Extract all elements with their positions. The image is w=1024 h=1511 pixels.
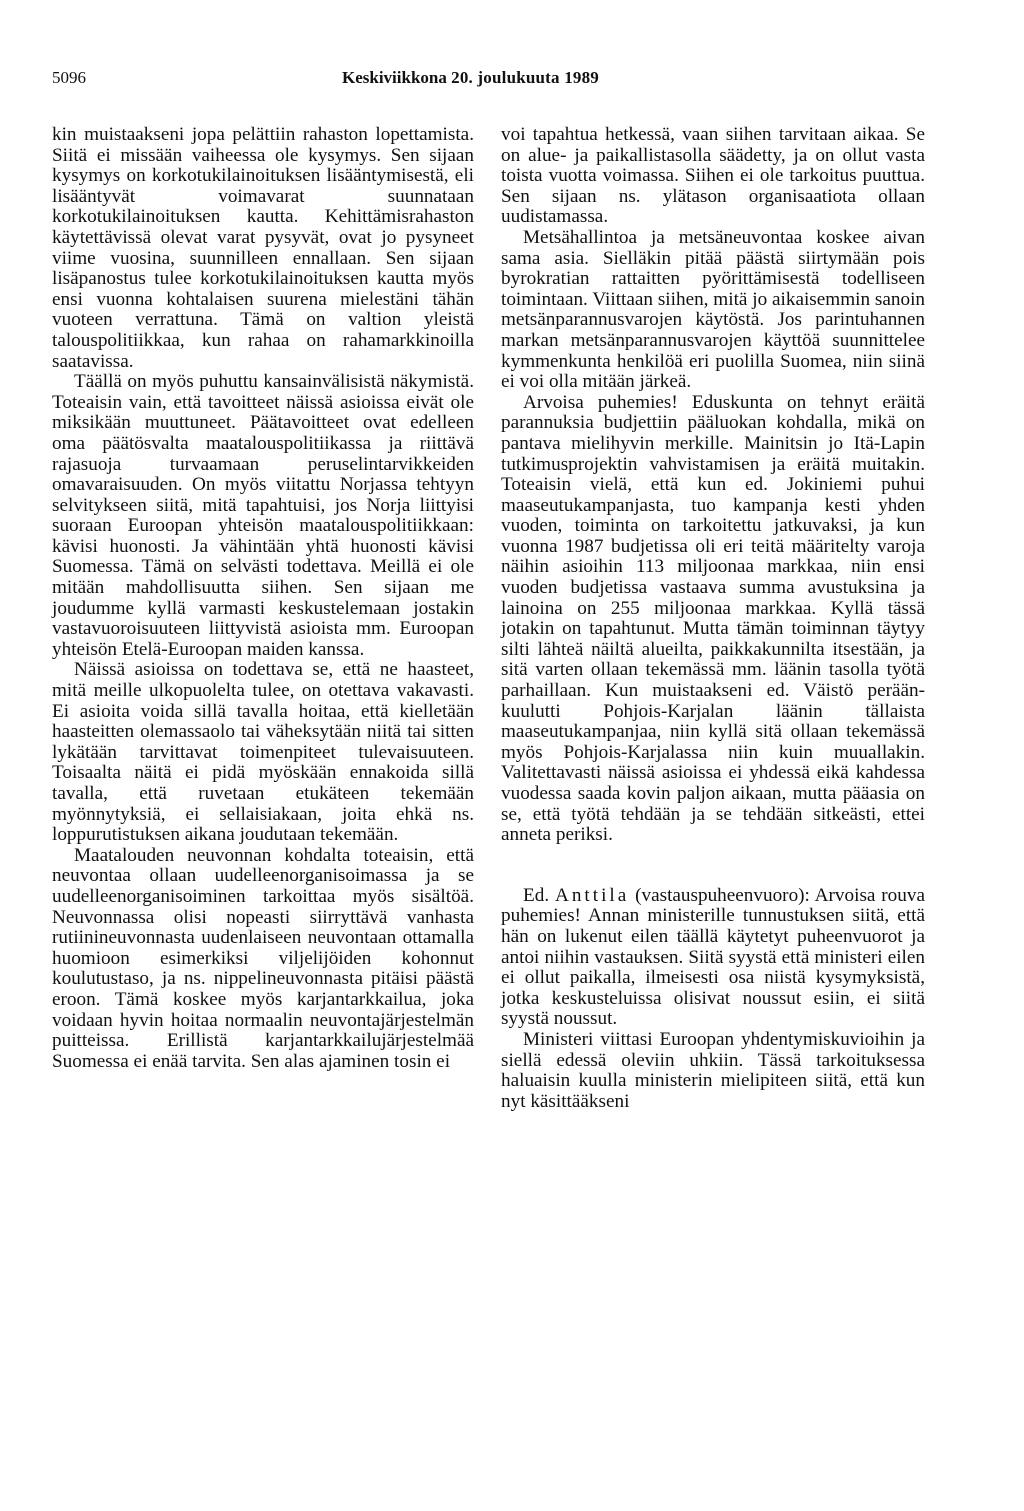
speaker-name: Anttila <box>554 884 630 906</box>
left-paragraph-4: Maatalouden neuvonnan kohdalta toteaisin, että neuvontaa ollaan uudelleenorganisoimassa ja se uudelleenorganisoiminen tarkoittaa myös sisältöä. Neuvonnassa olisi nopeasti siirryttävä vanhasta rutiinineuvonnasta uudenlaiseen neuvontaan ottamalla huomioon esimerkiksi viljelijöiden kohonnut koulutustaso, ja ns. nippelineuvonnasta pitäisi päästä eroon. Tämä koskee myös karjantarkkailua, joka voidaan hyvin hoitaa normaalin neuvontajärjestelmän puitteissa. Erillistä karjantarkkailujärjestelmää Suomessa ei enää tarvita. Sen alas ajaminen tosin ei <box>52 844 474 1072</box>
speech-text: (vastauspuheenvuoro): Arvoisa rouva puhemies! Annan ministerille tunnustuksen siitä, että hän on lukenut eilen täällä käytetyt puheenvuorot ja antoi niihin vastauksen. Siitä syystä että ministeri eilen ei ollut paikalla, ilmeisesti osa niistä kysymyksistä, jotka keskusteluissa olisivat noussut esiin, ei siitä syystä noussut. <box>501 884 925 1030</box>
header-weekday: Keskiviikkona <box>342 68 447 87</box>
running-head <box>342 68 599 88</box>
left-paragraph-3: Näissä asioissa on todettava se, että ne haasteet, mitä meille ulkopuolelta tulee, on otettava vakavasti. Ei asioita voida sillä tavalla hoitaa, että kielletään haasteitten olemassaolo tai väheksytään niitä tai sitten lykätään tarvittavat toimenpiteet tulevaisuuteen. Toisaalta näitä ei pidä myöskään ennakoida sillä tavalla, että ruvetaan etukäteen tekemään myönnytyksiä, ei sellaisiakaan, joita ehkä ns. loppurutistuksen aikana joudutaan tekemään. <box>52 659 474 846</box>
right-paragraph-4 <box>501 886 925 1030</box>
right-paragraph-2: Metsähallintoa ja metsäneuvontaa koskee aivan sama asia. Sielläkin pitää päästä siirtymään pois byrokratian rattaitten pyörittämisestä todelliseen toimintaan. Viittaan siihen, mitä jo aikaisemmin sanoin metsänparannusvarojen käytöstä. Jos parintuhannen markan metsänparannusvarojen käyttöä suunnittelee kymmenkunta henkilöä eri puolilla Suomea, niin siinä ei voi olla mitään järkeä. <box>501 226 925 393</box>
page-number: 5096 <box>52 68 86 87</box>
left-paragraph-1: kin muistaakseni jopa pelättiin rahaston lopettamista. Siitä ei missään vaiheessa ole kysymys. Sen sijaan kysymys on korkotukilainoituksen lisääntymisestä, eli lisääntyvät voimavarat suunnataan korkotukilainoituksen kautta. Kehittämisrahaston käytettävissä olevat varat pysyvät, ovat jo pysyneet viime vuosina, suunnilleen ennallaan. Sen sijaan lisäpanostus tulee korkotukilainoituksen kautta myös ensi vuonna kohtalaisen suurena mielestäni tähän vuoteen verrattuna. Tämä on valtion yleistä talouspolitiikkaa, kun rahaa on rahamarkkinoilla saatavissa. <box>52 124 474 372</box>
left-column <box>52 125 474 1072</box>
page-header <box>52 68 972 94</box>
right-paragraph-5: Ministeri viittasi Euroopan yhdentymiskuvioihin ja siellä edessä oleviin uhkiin. Tässä tarkoituksessa haluaisin kuulla ministerin mielipiteen siitä, että kun nyt käsittääkseni <box>501 1028 925 1112</box>
header-date: 20. joulukuuta 1989 <box>451 68 599 87</box>
right-column <box>501 125 925 1112</box>
right-paragraph-1: voi tapahtua hetkessä, vaan siihen tarvitaan aikaa. Se on alue- ja paikallistasolla säädetty, ja on ollut vasta toista vuotta voimassa. Siihen ei ole tarkoitus puuttua. Sen sijaan ns. ylätason organisaatiota ollaan uudistamassa. <box>501 124 925 228</box>
left-paragraph-2: Täällä on myös puhuttu kansainvälisistä näkymistä. Toteaisin vain, että tavoitteet näissä asioissa eivät ole miksikään muuttuneet. Päätavoitteet ovat edelleen oma päätösvalta maatalouspolitiikassa ja riittävä rajasuoja turvaamaan peruselintarvikkeiden omavaraisuuden. On myös viitattu Norjassa tehtyyn selvitykseen siitä, mitä tapahtuisi, jos Norja liittyisi suoraan Euroopan yhteisön maatalouspolitiikkaan: kävisi huonosti. Ja vähintään yhtä huonosti kävisi Suomessa. Tämä on selvästi todettava. Meillä ei ole mitään mahdollisuutta siihen. Sen sijaan me joudumme kyllä varmasti keskustelemaan jostakin vastavuoroisuuteen liittyvistä asioista mm. Euroopan yhteisön Etelä-Euroopan maiden kanssa. <box>52 371 474 660</box>
speaker-prefix: Ed. <box>523 884 555 906</box>
right-paragraph-3: Arvoisa puhemies! Eduskunta on tehnyt eräitä parannuksia budjettiin pääluokan kohdalla, mikä on pantava mielihyvin merkille. Mainitsin jo Itä-Lapin tutkimusprojektin vahvistamisen ja eräitä muitakin. Toteaisin vielä, että kun ed. Jokiniemi puhui maaseutukampanjasta, tuo kampanja kesti yhden vuoden, toiminta on tarkoitettu jatkuvaksi, ja kun vuonna 1987 budjetissa oli eri teitä määritelty varoja näihin asioihin 113 miljoonaa markkaa, niin ensi vuoden budjetissa vastaava summa avustuksina ja lainoina on 255 miljoonaa markkaa. Kyllä tässä jotakin on tapahtunut. Mutta tämän toiminnan täytyy silti lähteä näiltä alueilta, paikkakunnilta itsestään, ja sitä varten ollaan tekemässä mm. läänin tasolla työtä parhaillaan. Kun muistaakseni ed. Väistö perään-kuulutti Pohjois-Karjalan läänin tällaista maaseutukampanjaa, niin kyllä sitä ollaan tekemässä myös Pohjois-Karjalassa niin kuin muuallakin. Valitettavasti näissä asioissa ei yhdessä eikä kahdessa vuodessa saada kovin paljon aikaan, mutta pääasia on se, että työtä tehdään ja se tehdään sitkeästi, ettei anneta periksi. <box>501 391 925 846</box>
